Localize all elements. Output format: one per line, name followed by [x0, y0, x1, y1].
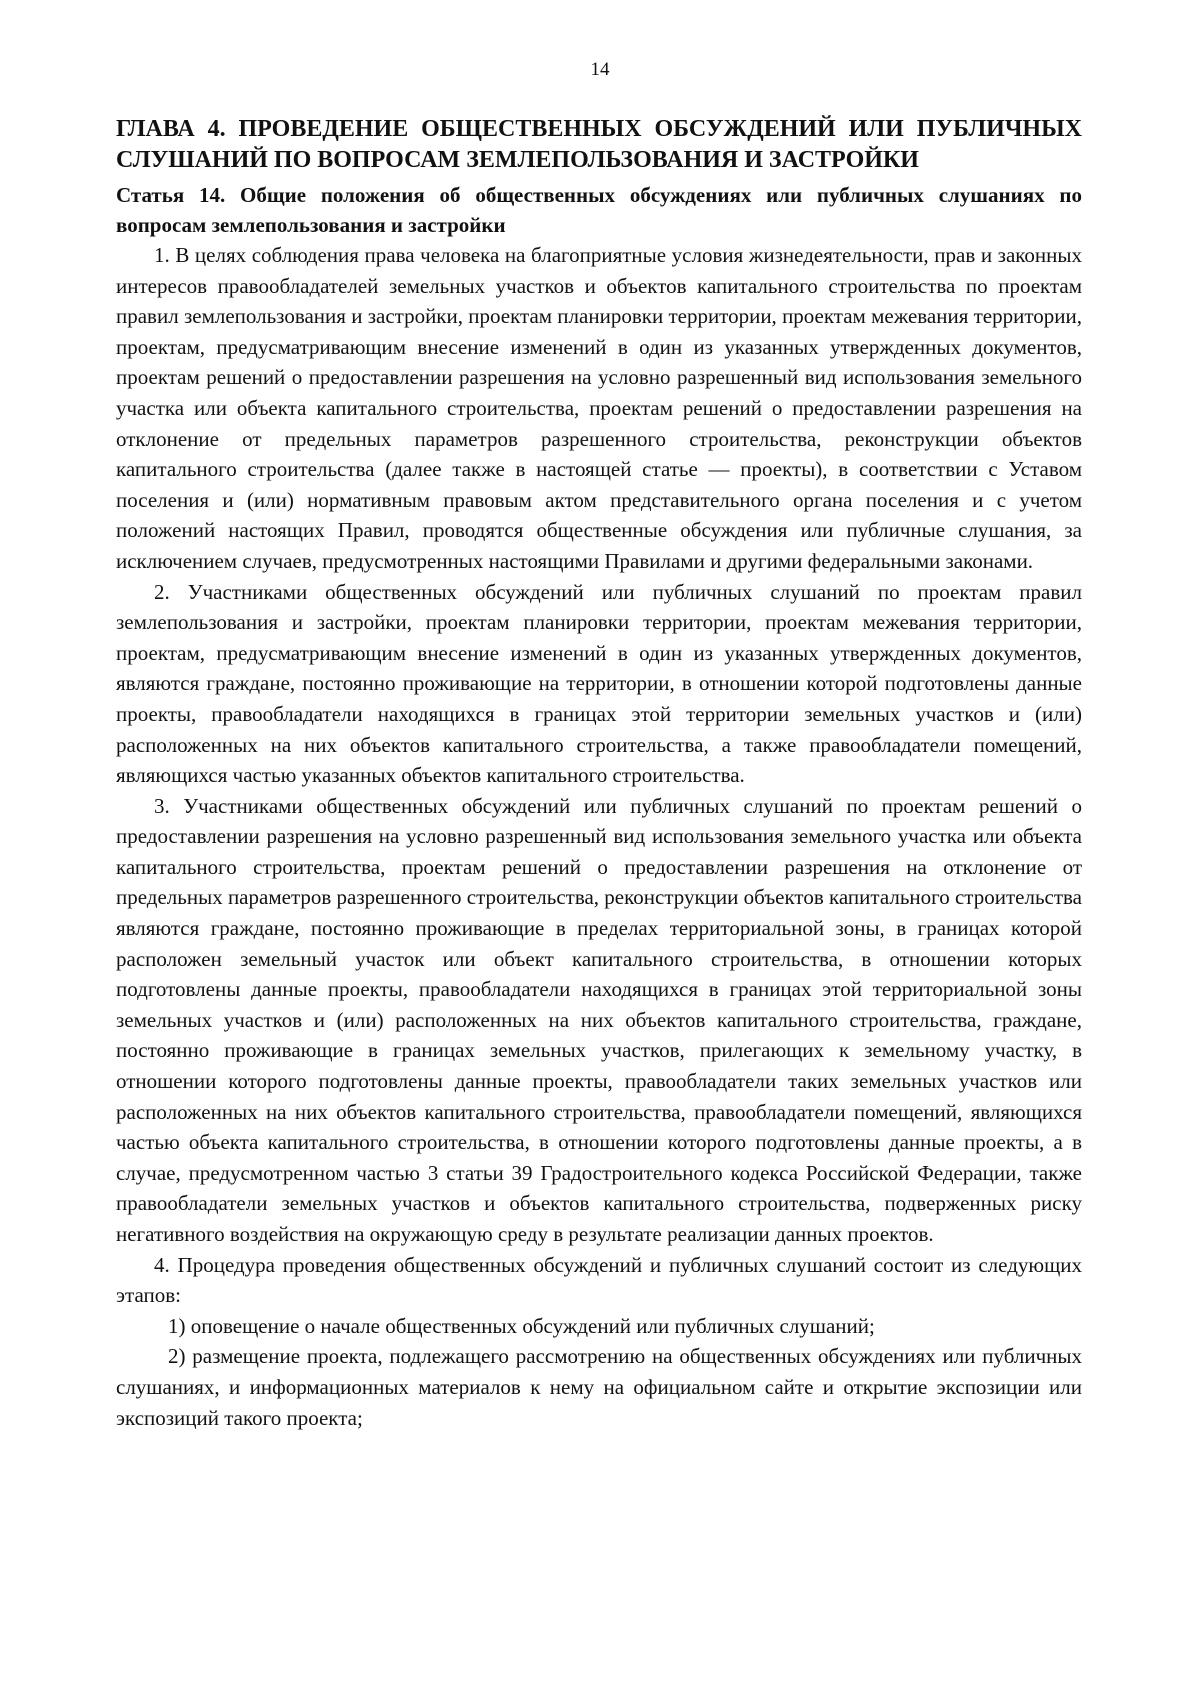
paragraph-2: 2. Участниками общественных обсуждений или публичных слушаний по проектам правил землепользования и застройки, проектам планировки территории, проектам межевания территории, проектам, предусматривающим внесение изменений в один из указанных утвержденных документов, являются граждане, постоянно проживающие на территории, в отношении которой подготовлены данные проекты, правообладатели находящихся в границах этой территории земельных участков и (или) расположенных на них объектов капитального строительства, а также правообладатели помещений, являющихся частью указанных объектов капитального строительства. [116, 579, 1082, 788]
list-item-1: 1) оповещение о начале общественных обсуждений или публичных слушаний; [168, 1313, 875, 1338]
paragraph-1: 1. В целях соблюдения права человека на благоприятные условия жизнедеятельности, прав и законных интересов правообладателей земельных участков и объектов капитального строительства по проектам правил землепользования и застройки, проектам планировки территории, проектам межевания территории, проектам, предусматривающим внесение изменений в один из указанных утвержденных документов, проектам решений о предоставлении разрешения на условно разрешенный вид использования земельного участка или объекта капитального строительства, проектам решений о предоставлении разрешения на отклонение от предельных параметров разрешенного строительства, реконструкции объектов капитального строительства (далее также в настоящей статье — проекты), в соответствии с Уставом поселения и (или) нормативным правовым актом представительного органа поселения и с учетом положений настоящих Правил, проводятся общественные обсуждения или публичные слушания, за исключением случаев, предусмотренных настоящими Правилами и другими федеральными законами. [116, 243, 1082, 573]
article-title: Статья 14. Общие положения об общественных обсуждениях или публичных слушаниях по вопросам землепользования и застройки [116, 183, 1082, 237]
chapter-title: ГЛАВА 4. ПРОВЕДЕНИЕ ОБЩЕСТВЕННЫХ ОБСУЖДЕНИЙ ИЛИ ПУБЛИЧНЫХ СЛУШАНИЙ ПО ВОПРОСАМ ЗЕМЛЕПОЛЬЗОВАНИЯ И ЗАСТРОЙКИ [116, 116, 1082, 173]
page-number: 14 [590, 59, 610, 80]
list-item-2: 2) размещение проекта, подлежащего рассмотрению на общественных обсуждениях или публичных слушаниях, и информационных материалов к нему на официальном сайте и открытие экспозиции или экспозиций такого проекта; [116, 1344, 1082, 1430]
paragraph-3: 3. Участниками общественных обсуждений или публичных слушаний по проектам решений о предоставлении разрешения на условно разрешенный вид использования земельного участка или объекта капитального строительства, проектам решений о предоставлении разрешения на отклонение от предельных параметров разрешенного строительства, реконструкции объектов капитального строительства являются граждане, постоянно проживающие в пределах территориальной зоны, в границах которой расположен земельный участок или объект капитального строительства, в отношении которых подготовлены данные проекты, правообладатели находящихся в границах этой территориальной зоны земельных участков и (или) расположенных на них объектов капитального строительства, граждане, постоянно проживающие в границах земельных участков, прилегающих к земельному участку, в отношении которого подготовлены данные проекты, правообладатели таких земельных участков или расположенных на них объектов капитального строительства, правообладатели помещений, являющихся частью объекта капитального строительства, в отношении которого подготовлены данные проекты, а в случае, предусмотренном частью 3 статьи 39 Градостроительного кодекса Российской Федерации, также правообладатели земельных участков и объектов капитального строительства, подверженных риску негативного воздействия на окружающую среду в результате реализации данных проектов. [116, 793, 1082, 1246]
paragraph-4: 4. Процедура проведения общественных обсуждений и публичных слушаний состоит из следующих этапов: [116, 1252, 1082, 1308]
page-content [116, 114, 1082, 1433]
